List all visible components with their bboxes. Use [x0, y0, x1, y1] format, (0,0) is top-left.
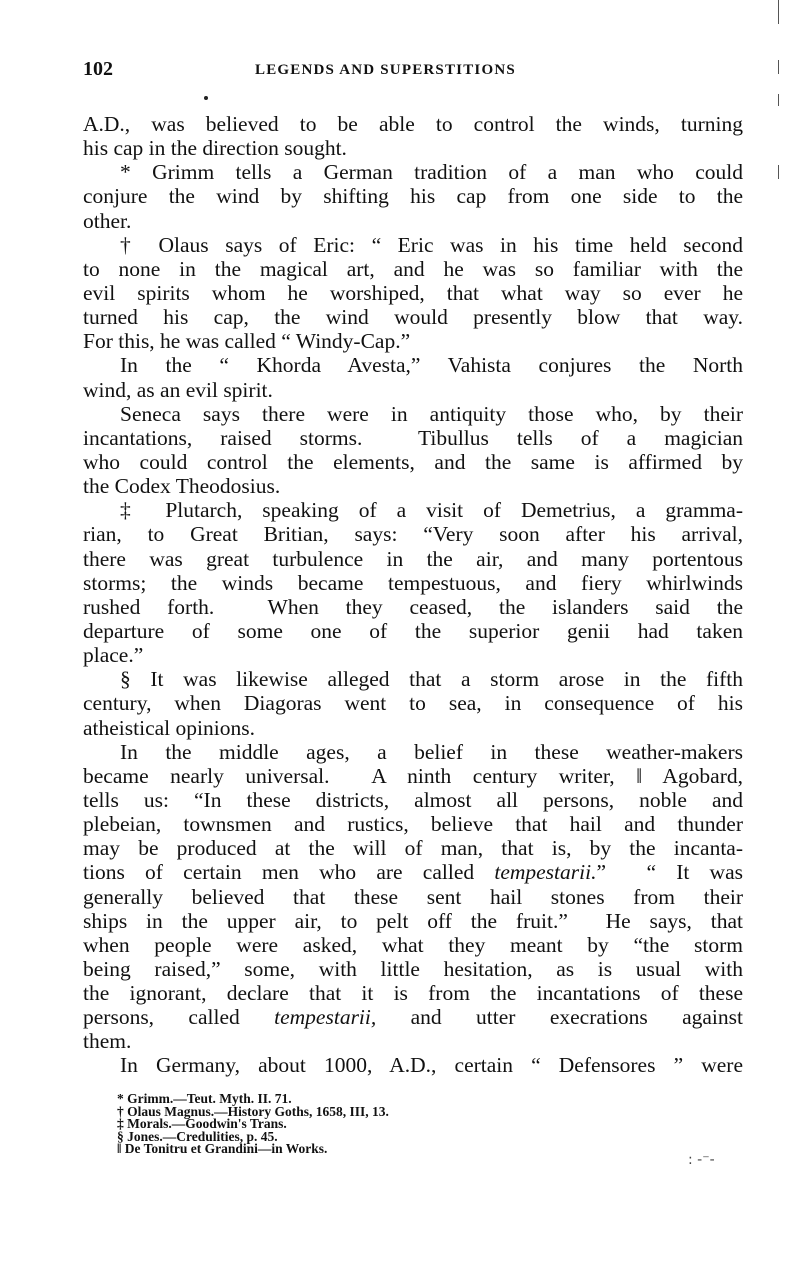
scan-edge-mark — [778, 94, 779, 106]
text-line — [83, 402, 743, 426]
text-line — [83, 595, 743, 619]
footnote: § Jones.—Credulities, p. 45. — [117, 1128, 278, 1144]
scan-smudge: : -⁻- — [688, 1152, 715, 1168]
text-segment: his cap in the direction sought. — [83, 136, 347, 161]
text-line — [83, 860, 743, 884]
body-text — [83, 112, 743, 1078]
text-segment: † Olaus says of Eric: “ Eric was in his time held second — [120, 232, 743, 257]
text-line — [83, 1053, 743, 1077]
text-segment: rushed forth. When they ceased, the islanders said the — [83, 594, 743, 619]
scan-edge-mark — [778, 60, 779, 74]
italic-term: tempestarii. — [494, 860, 597, 885]
text-line — [83, 691, 743, 715]
text-segment: evil spirits whom he worshiped, that what way so ever he — [83, 280, 743, 305]
text-line — [83, 522, 743, 546]
text-segment: turned his cap, the wind would presently blow that way. — [83, 305, 743, 330]
text-line — [83, 160, 743, 184]
text-line — [83, 957, 743, 981]
text-line — [83, 209, 743, 233]
text-segment: became nearly universal. A ninth century writer, ‖ Agobard, — [83, 763, 743, 788]
text-line — [83, 643, 743, 667]
text-line — [83, 1029, 743, 1053]
text-segment: who could control the elements, and the same is affirmed by — [83, 449, 743, 474]
text-line — [83, 426, 743, 450]
text-segment: conjure the wind by shifting his cap from one side to the — [83, 184, 743, 209]
text-segment: storms; the winds became tempestuous, and fiery whirlwinds — [83, 570, 743, 595]
text-segment: the ignorant, declare that it is from the incantations of these — [83, 981, 743, 1006]
text-segment: to none in the magical art, and he was so familiar with the — [83, 256, 743, 281]
text-segment: century, when Diagoras went to sea, in consequence of his — [83, 691, 743, 716]
footnote: ‖ De Tonitru et Grandini—in Works. — [117, 1141, 328, 1157]
text-segment: persons, called — [83, 1005, 275, 1030]
text-line — [83, 353, 743, 377]
text-segment: being raised,” some, with little hesitation, as is usual with — [83, 956, 743, 981]
text-line — [83, 281, 743, 305]
text-segment: ‡ Plutarch, speaking of a visit of Demetrius, a gramma- — [120, 498, 743, 523]
running-title: LEGENDS AND SUPERSTITIONS — [255, 62, 516, 78]
text-segment: departure of some one of the superior genii had taken — [83, 618, 743, 643]
text-segment: and utter execrations against — [376, 1005, 743, 1030]
italic-term: tempestarii, — [274, 1005, 377, 1030]
text-line — [83, 136, 743, 160]
text-line — [83, 788, 743, 812]
text-line — [83, 764, 743, 788]
text-segment: wind, as an evil spirit. — [83, 377, 273, 402]
text-line — [83, 450, 743, 474]
text-segment: generally believed that these sent hail stones from their — [83, 884, 743, 909]
text-segment: In the “ Khorda Avesta,” Vahista conjures the North — [120, 353, 743, 378]
text-segment: tions of certain men who are called — [83, 860, 495, 885]
text-line — [83, 233, 743, 257]
text-line — [83, 981, 743, 1005]
text-segment: § It was likewise alleged that a storm arose in the fifth — [120, 667, 743, 692]
text-line — [83, 547, 743, 571]
text-segment: tells us: “In these districts, almost all persons, noble and — [83, 787, 743, 812]
text-line — [83, 378, 743, 402]
text-segment: Seneca says there were in antiquity those who, by their — [120, 401, 743, 426]
footnote: * Grimm.—Teut. Myth. II. 71. — [117, 1091, 292, 1106]
text-segment: may be produced at the will of man, that is, by the incanta- — [83, 836, 743, 861]
print-speck — [204, 96, 208, 100]
text-line — [83, 257, 743, 281]
text-line — [83, 474, 743, 498]
scan-edge-mark — [778, 165, 779, 179]
text-line — [83, 184, 743, 208]
text-segment: them. — [83, 1029, 132, 1054]
text-segment: ships in the upper air, to pelt off the fruit.” He says, that — [83, 908, 743, 933]
text-line — [83, 933, 743, 957]
text-line — [83, 1005, 743, 1029]
text-line — [83, 909, 743, 933]
text-segment: atheistical opinions. — [83, 715, 255, 740]
text-line — [83, 498, 743, 522]
text-line — [83, 836, 743, 860]
text-segment: * Grimm tells a German tradition of a man who could — [120, 160, 743, 185]
text-line — [83, 812, 743, 836]
text-line — [83, 667, 743, 691]
footnote: † Olaus Magnus.—History Goths, 1658, III, 13. — [117, 1103, 389, 1119]
text-segment: In the middle ages, a belief in these weather-makers — [120, 739, 743, 764]
text-line — [83, 112, 743, 136]
text-segment: For this, he was called “ Windy-Cap.” — [83, 329, 411, 354]
text-line — [83, 740, 743, 764]
text-segment: when people were asked, what they meant by “the storm — [83, 932, 743, 957]
text-segment: ” “ It was — [596, 860, 743, 885]
scan-edge-mark — [778, 0, 779, 24]
text-line — [83, 716, 743, 740]
text-line — [83, 885, 743, 909]
text-segment: place.” — [83, 643, 144, 668]
text-segment: In Germany, about 1000, A.D., certain “ Defensores ” were — [120, 1053, 743, 1078]
text-segment: plebeian, townsmen and rustics, believe that hail and thunder — [83, 812, 743, 837]
text-segment: other. — [83, 208, 132, 233]
text-line — [83, 329, 743, 353]
footnotes — [117, 1093, 389, 1156]
text-segment: there was great turbulence in the air, and many portentous — [83, 546, 743, 571]
footnote: ‡ Morals.—Goodwin's Trans. — [117, 1116, 287, 1132]
text-segment: incantations, raised storms. Tibullus tells of a magician — [83, 425, 743, 450]
text-segment: A.D., was believed to be able to control the winds, turning — [83, 112, 743, 136]
text-segment: the Codex Theodosius. — [83, 474, 281, 499]
text-line — [83, 619, 743, 643]
page-number: 102 — [83, 58, 113, 80]
text-line — [83, 571, 743, 595]
text-line — [83, 305, 743, 329]
text-segment: rian, to Great Britian, says: “Very soon after his arrival, — [83, 522, 743, 547]
